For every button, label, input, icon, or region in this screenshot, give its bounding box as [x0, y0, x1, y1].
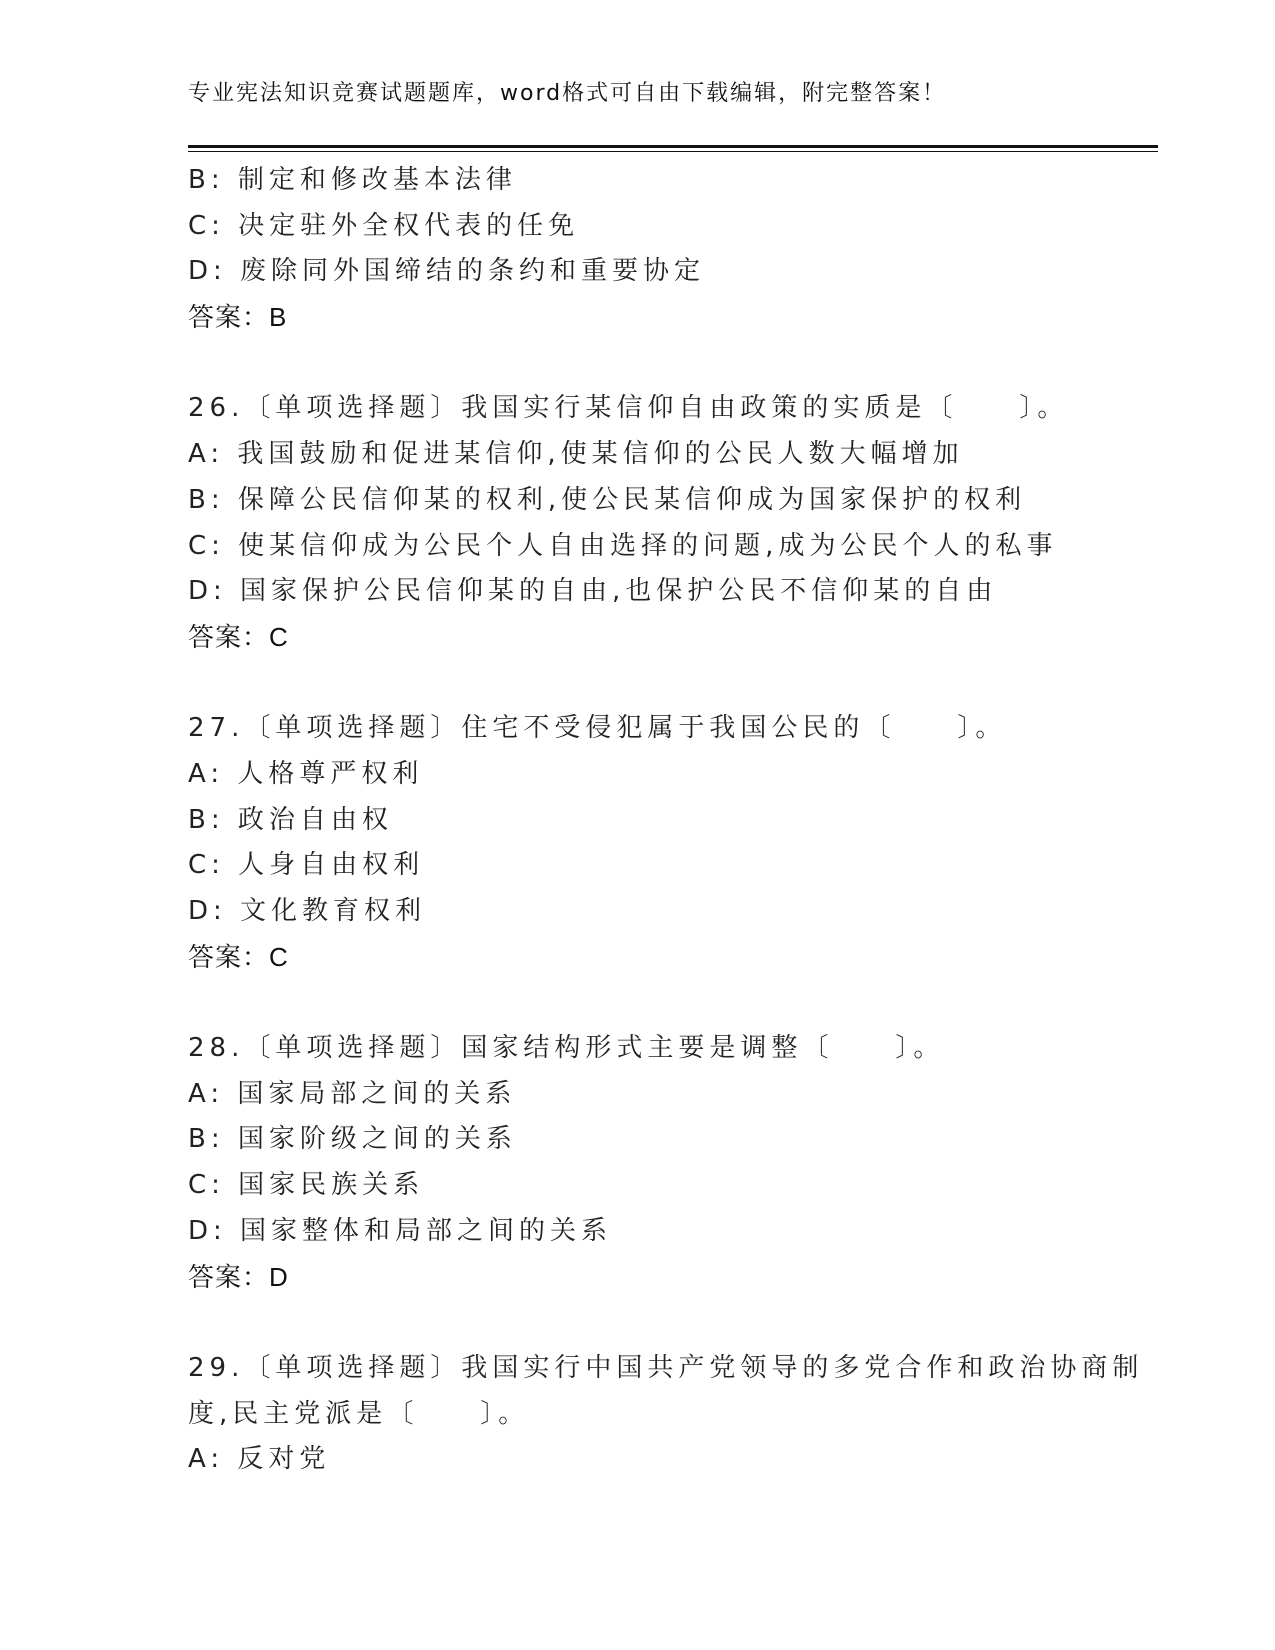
option-b: B: 国家阶级之间的关系 — [188, 1124, 517, 1155]
question-stem: 26.〔单项选择题〕我国实行某信仰自由政策的实质是〔 〕。 — [188, 393, 1069, 424]
page-header: 专业宪法知识竞赛试题题库，word格式可自由下载编辑，附完整答案！ — [188, 81, 947, 106]
question-block-27 — [188, 706, 1088, 980]
option-d: D: 国家整体和局部之间的关系 — [188, 1215, 613, 1246]
option-b: B: 制定和修改基本法律 — [188, 165, 517, 195]
question-block-28 — [188, 1026, 1088, 1300]
option-d: D: 国家保护公民信仰某的自由,也保护公民不信仰某的自由 — [188, 576, 998, 607]
answer-line: 答案：C — [188, 941, 289, 972]
answer-line: 答案：B — [188, 302, 288, 333]
option-b: B: 保障公民信仰某的权利,使公民某信仰成为国家保护的权利 — [188, 484, 1027, 515]
option-d: D: 文化教育权利 — [188, 896, 427, 926]
question-stem: 27.〔单项选择题〕住宅不受侵犯属于我国公民的〔 〕。 — [188, 713, 1007, 744]
option-a: A: 人格尊严权利 — [188, 758, 424, 789]
spacer — [188, 661, 1088, 707]
option-b: B: 政治自由权 — [188, 804, 393, 835]
question-stem: 28.〔单项选择题〕国家结构形式主要是调整〔 〕。 — [188, 1033, 945, 1064]
option-d: D: 废除同外国缔结的条约和重要协定 — [188, 256, 706, 287]
option-a: A: 国家局部之间的关系 — [188, 1078, 517, 1109]
question-block-25 — [188, 158, 1088, 341]
option-a: A: 我国鼓励和促进某信仰,使某信仰的公民人数大幅增加 — [188, 439, 964, 470]
spacer — [188, 1300, 1088, 1346]
option-a: A: 反对党 — [188, 1444, 331, 1475]
spacer — [188, 341, 1088, 387]
question-block-26 — [188, 386, 1088, 660]
option-c: C: 使某信仰成为公民个人自由选择的问题,成为公民个人的私事 — [188, 530, 1058, 561]
answer-line: 答案：D — [188, 1261, 289, 1292]
spacer — [188, 980, 1088, 1026]
question-stem-continued: 度,民主党派是〔 〕。 — [188, 1398, 530, 1429]
question-stem: 29.〔单项选择题〕我国实行中国共产党领导的多党合作和政治协商制 — [188, 1352, 1144, 1383]
answer-line: 答案：C — [188, 621, 289, 652]
question-content — [188, 158, 1144, 1483]
option-c: C: 人身自由权利 — [188, 850, 425, 881]
option-c: C: 国家民族关系 — [188, 1170, 425, 1201]
question-block-29 — [188, 1346, 1144, 1483]
option-c: C: 决定驻外全权代表的任免 — [188, 210, 580, 241]
header-rule — [188, 145, 1158, 152]
